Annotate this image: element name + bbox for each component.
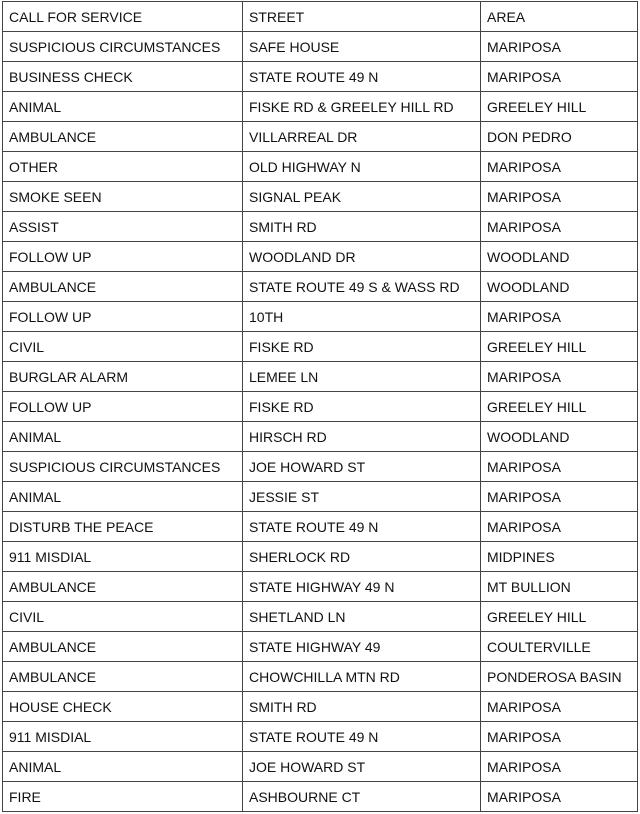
table-row: [3, 782, 638, 812]
table-row: [3, 422, 638, 452]
cell-street: FISKE RD & GREELEY HILL RD: [243, 92, 481, 122]
cell-street: STATE HIGHWAY 49: [243, 632, 481, 662]
cell-area: MARIPOSA: [481, 752, 638, 782]
table-row: [3, 542, 638, 572]
table-row: [3, 332, 638, 362]
cell-area: GREELEY HILL: [481, 602, 638, 632]
table-row: [3, 752, 638, 782]
cell-street: VILLARREAL DR: [243, 122, 481, 152]
cell-street: HIRSCH RD: [243, 422, 481, 452]
table-row: [3, 122, 638, 152]
cell-area: MARIPOSA: [481, 302, 638, 332]
table-row: [3, 512, 638, 542]
cell-street: STATE ROUTE 49 N: [243, 512, 481, 542]
cell-area: GREELEY HILL: [481, 332, 638, 362]
cell-street: JESSIE ST: [243, 482, 481, 512]
table-row: [3, 602, 638, 632]
table-row: [3, 272, 638, 302]
cell-call: AMBULANCE: [3, 662, 243, 692]
cell-call: ANIMAL: [3, 752, 243, 782]
table-row: [3, 482, 638, 512]
cell-call: FOLLOW UP: [3, 302, 243, 332]
cell-area: MIDPINES: [481, 542, 638, 572]
cell-call: AMBULANCE: [3, 632, 243, 662]
table-row: [3, 692, 638, 722]
cell-call: AMBULANCE: [3, 272, 243, 302]
cell-area: GREELEY HILL: [481, 392, 638, 422]
cell-call: FOLLOW UP: [3, 242, 243, 272]
cell-call: ANIMAL: [3, 422, 243, 452]
table-row: [3, 572, 638, 602]
header-area: AREA: [481, 2, 638, 32]
cell-area: MARIPOSA: [481, 692, 638, 722]
cell-area: MARIPOSA: [481, 482, 638, 512]
table-row: [3, 32, 638, 62]
header-row: [3, 2, 638, 32]
cell-call: CIVIL: [3, 332, 243, 362]
cell-street: FISKE RD: [243, 392, 481, 422]
table-row: [3, 92, 638, 122]
cell-area: WOODLAND: [481, 422, 638, 452]
cell-area: MARIPOSA: [481, 512, 638, 542]
cell-call: ANIMAL: [3, 92, 243, 122]
cell-street: SMITH RD: [243, 692, 481, 722]
cell-area: MARIPOSA: [481, 782, 638, 812]
cell-street: JOE HOWARD ST: [243, 452, 481, 482]
cell-street: JOE HOWARD ST: [243, 752, 481, 782]
table-row: [3, 152, 638, 182]
cell-area: MARIPOSA: [481, 212, 638, 242]
cell-call: CIVIL: [3, 602, 243, 632]
cell-call: SUSPICIOUS CIRCUMSTANCES: [3, 452, 243, 482]
cell-call: BUSINESS CHECK: [3, 62, 243, 92]
cell-area: MARIPOSA: [481, 182, 638, 212]
table-row: [3, 662, 638, 692]
table-row: [3, 362, 638, 392]
cell-street: 10TH: [243, 302, 481, 332]
cell-call: OTHER: [3, 152, 243, 182]
cell-area: MARIPOSA: [481, 362, 638, 392]
cell-area: COULTERVILLE: [481, 632, 638, 662]
cell-call: 911 MISDIAL: [3, 722, 243, 752]
cell-call: SMOKE SEEN: [3, 182, 243, 212]
cell-area: MARIPOSA: [481, 152, 638, 182]
cell-street: ASHBOURNE CT: [243, 782, 481, 812]
cell-street: STATE ROUTE 49 S & WASS RD: [243, 272, 481, 302]
cell-street: SIGNAL PEAK: [243, 182, 481, 212]
cell-call: ANIMAL: [3, 482, 243, 512]
cell-area: MARIPOSA: [481, 722, 638, 752]
cell-street: SAFE HOUSE: [243, 32, 481, 62]
cell-call: SUSPICIOUS CIRCUMSTANCES: [3, 32, 243, 62]
table-row: [3, 242, 638, 272]
cell-street: SMITH RD: [243, 212, 481, 242]
header-call: CALL FOR SERVICE: [3, 2, 243, 32]
table-row: [3, 302, 638, 332]
table-row: [3, 392, 638, 422]
cell-call: HOUSE CHECK: [3, 692, 243, 722]
table-row: [3, 212, 638, 242]
cell-street: WOODLAND DR: [243, 242, 481, 272]
cell-area: WOODLAND: [481, 272, 638, 302]
header-street: STREET: [243, 2, 481, 32]
cell-call: AMBULANCE: [3, 572, 243, 602]
cell-area: MARIPOSA: [481, 452, 638, 482]
cell-area: MT BULLION: [481, 572, 638, 602]
cell-area: MARIPOSA: [481, 62, 638, 92]
cell-area: GREELEY HILL: [481, 92, 638, 122]
table-row: [3, 182, 638, 212]
cell-area: PONDEROSA BASIN: [481, 662, 638, 692]
cell-street: FISKE RD: [243, 332, 481, 362]
table-row: [3, 632, 638, 662]
cell-call: DISTURB THE PEACE: [3, 512, 243, 542]
cell-call: FOLLOW UP: [3, 392, 243, 422]
cell-call: FIRE: [3, 782, 243, 812]
calls-table: [2, 1, 638, 812]
cell-street: OLD HIGHWAY N: [243, 152, 481, 182]
cell-street: SHERLOCK RD: [243, 542, 481, 572]
cell-area: DON PEDRO: [481, 122, 638, 152]
cell-area: WOODLAND: [481, 242, 638, 272]
cell-street: STATE ROUTE 49 N: [243, 722, 481, 752]
cell-street: SHETLAND LN: [243, 602, 481, 632]
cell-call: BURGLAR ALARM: [3, 362, 243, 392]
table-row: [3, 62, 638, 92]
table-row: [3, 722, 638, 752]
cell-call: 911 MISDIAL: [3, 542, 243, 572]
cell-call: ASSIST: [3, 212, 243, 242]
cell-street: STATE HIGHWAY 49 N: [243, 572, 481, 602]
cell-street: CHOWCHILLA MTN RD: [243, 662, 481, 692]
cell-area: MARIPOSA: [481, 32, 638, 62]
cell-street: STATE ROUTE 49 N: [243, 62, 481, 92]
table-row: [3, 452, 638, 482]
cell-street: LEMEE LN: [243, 362, 481, 392]
calls-table-body: [3, 2, 638, 812]
cell-call: AMBULANCE: [3, 122, 243, 152]
